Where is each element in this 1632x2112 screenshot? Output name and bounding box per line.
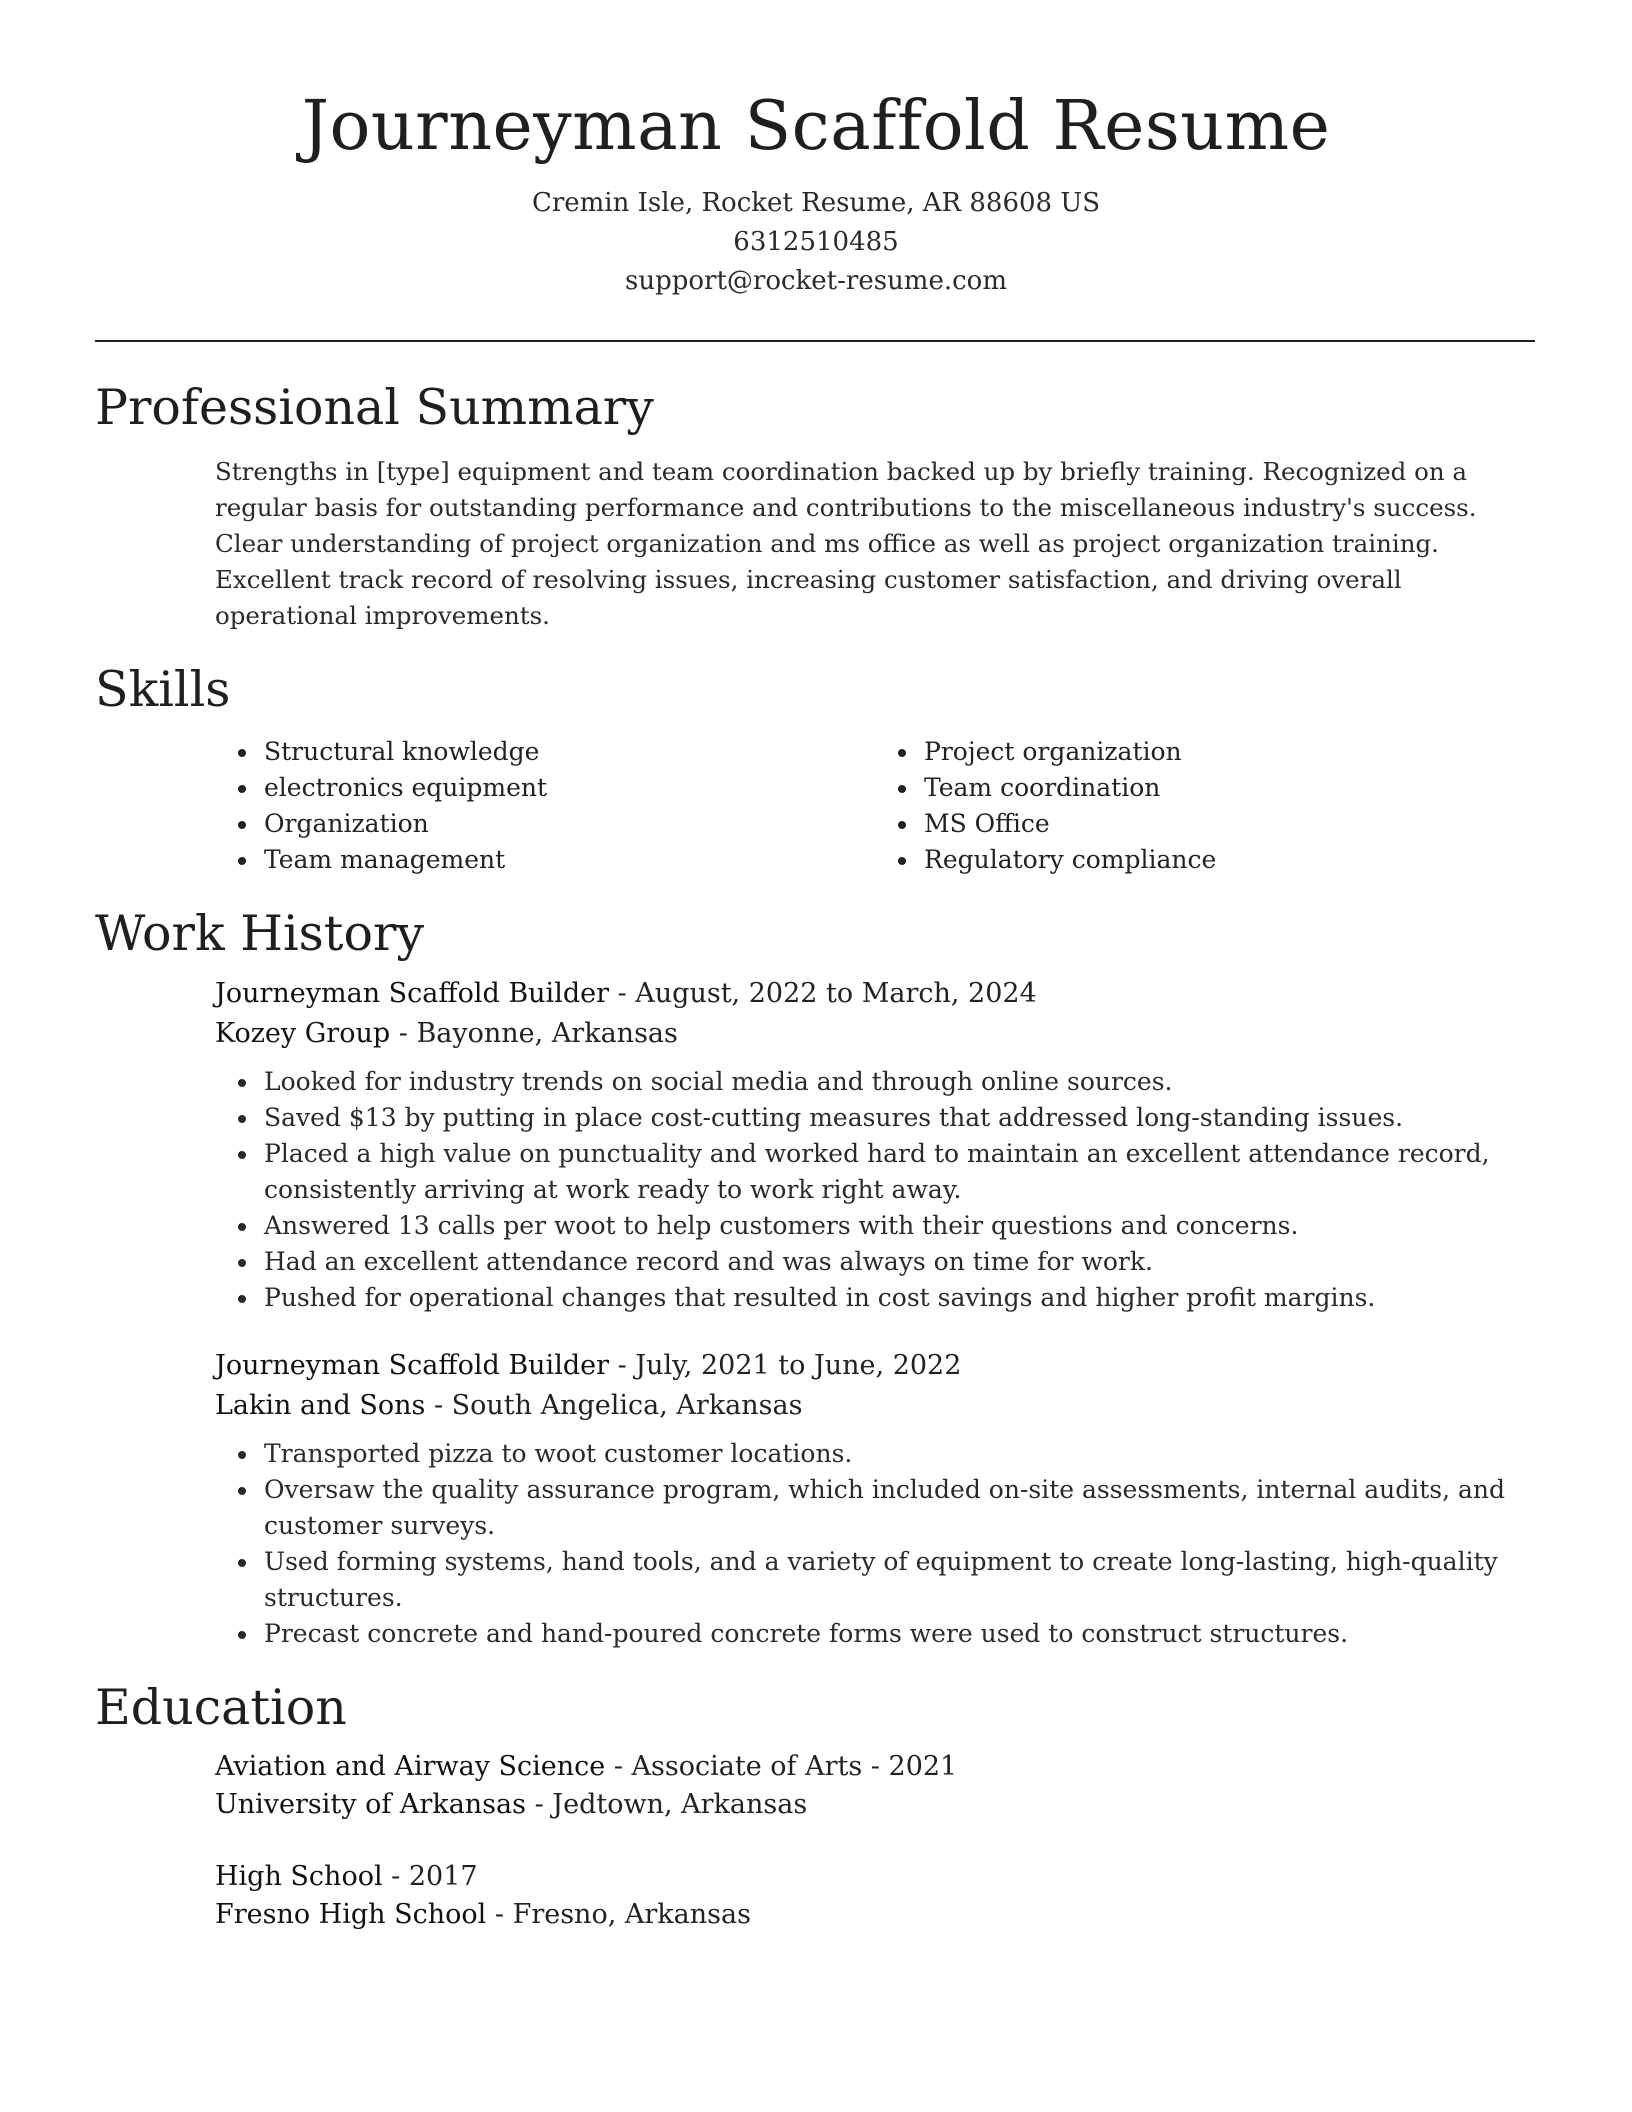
- skills-left-list: [95, 734, 875, 878]
- education-location: - Fresno, Arkansas: [486, 1899, 751, 1930]
- job-bullet: • Had an excellent attendance record and was always on time for work.: [260, 1244, 1535, 1280]
- contact-email: support@rocket-resume.com: [624, 266, 1007, 296]
- summary-section: [95, 370, 1535, 634]
- job-company: Kozey Group: [215, 1018, 391, 1049]
- skills-heading: Skills: [95, 661, 231, 718]
- job-location: - Bayonne, Arkansas: [390, 1018, 678, 1049]
- education-school: University of Arkansas: [215, 1789, 526, 1820]
- job-bullet: • Transported pizza to woot customer locations.: [260, 1436, 1535, 1472]
- skill-item: • Structural knowledge: [260, 734, 875, 770]
- skill-item: • Team coordination: [920, 770, 1535, 806]
- job-role: Journeyman Scaffold Builder: [215, 978, 609, 1009]
- resume-header: [0, 0, 1632, 301]
- contact-address: Cremin Isle, Rocket Resume, AR 88608 US: [531, 188, 1101, 218]
- job-company-line: [215, 1014, 1535, 1054]
- job-bullet: • Saved $13 by putting in place cost-cutting measures that addressed long-standing issues.: [260, 1100, 1535, 1136]
- skill-item: • Organization: [260, 806, 875, 842]
- work-history-section: [95, 896, 1535, 1652]
- education-location: - Jedtown, Arkansas: [526, 1789, 808, 1820]
- job-bullets: [95, 1436, 1535, 1652]
- education-degree-line: [215, 1748, 1535, 1786]
- education-degree: Aviation and Airway Science: [215, 1751, 606, 1782]
- education-detail: - Associate of Arts - 2021: [605, 1751, 958, 1782]
- job-bullet: • Used forming systems, hand tools, and a variety of equipment to create long-lasting, high-quality structures.: [260, 1544, 1535, 1616]
- job-bullet: • Precast concrete and hand-poured concrete forms were used to construct structures.: [260, 1616, 1535, 1652]
- contact-info: [0, 184, 1632, 301]
- job-company: Lakin and Sons: [215, 1390, 426, 1421]
- header-divider: [95, 340, 1535, 342]
- job-title-line: [215, 974, 1535, 1014]
- skill-item: • Project organization: [920, 734, 1535, 770]
- skills-columns: [95, 734, 1535, 878]
- job-title-line: [215, 1346, 1535, 1386]
- job-dates: - July, 2021 to June, 2022: [609, 1350, 962, 1381]
- skill-item: • MS Office: [920, 806, 1535, 842]
- education-school-line: [215, 1786, 1535, 1824]
- job-location: - South Angelica, Arkansas: [425, 1390, 803, 1421]
- job-bullet: • Looked for industry trends on social media and through online sources.: [260, 1064, 1535, 1100]
- skills-section: [95, 652, 1535, 878]
- work-history-heading: Work History: [95, 905, 425, 962]
- education-entry: [95, 1748, 1535, 1824]
- education-detail: - 2017: [382, 1861, 478, 1892]
- education-school: Fresno High School: [215, 1899, 487, 1930]
- education-school-line: [215, 1896, 1535, 1934]
- job-bullet: • Placed a high value on punctuality and worked hard to maintain an excellent attendance record, consistently arriving at work ready to work right away.: [260, 1136, 1535, 1208]
- summary-text: Strengths in [type] equipment and team coordination backed up by briefly training. Recognized on a regular basis for outstanding performance and contributions to the miscellaneous industry's success. Clear understanding of project organization and ms office as well as project organization training. Excellent track record of resolving issues, increasing customer satisfaction, and driving overall operational improvements.: [215, 457, 1477, 630]
- skill-item: • Team management: [260, 842, 875, 878]
- job-company-line: [215, 1386, 1535, 1426]
- education-degree-line: [215, 1858, 1535, 1896]
- resume-title: Journeyman Scaffold Resume: [301, 87, 1331, 166]
- education-degree: High School: [215, 1861, 383, 1892]
- job-bullets: [95, 1064, 1535, 1316]
- education-section: [95, 1670, 1535, 1934]
- job-bullet: • Answered 13 calls per woot to help customers with their questions and concerns.: [260, 1208, 1535, 1244]
- skill-item: • Regulatory compliance: [920, 842, 1535, 878]
- education-heading: Education: [95, 1679, 347, 1736]
- job-bullet: • Oversaw the quality assurance program, which included on-site assessments, internal audits, and customer surveys.: [260, 1472, 1535, 1544]
- job-dates: - August, 2022 to March, 2024: [609, 978, 1037, 1009]
- job-bullet: • Pushed for operational changes that resulted in cost savings and higher profit margins.: [260, 1280, 1535, 1316]
- skill-item: • electronics equipment: [260, 770, 875, 806]
- resume-body: [95, 370, 1535, 1934]
- job-entry: [95, 974, 1535, 1054]
- education-entry: [95, 1858, 1535, 1934]
- job-role: Journeyman Scaffold Builder: [215, 1350, 609, 1381]
- summary-heading: Professional Summary: [95, 379, 654, 436]
- contact-phone: 6312510485: [733, 227, 899, 257]
- skills-right-list: [875, 734, 1535, 878]
- job-entry: [95, 1346, 1535, 1426]
